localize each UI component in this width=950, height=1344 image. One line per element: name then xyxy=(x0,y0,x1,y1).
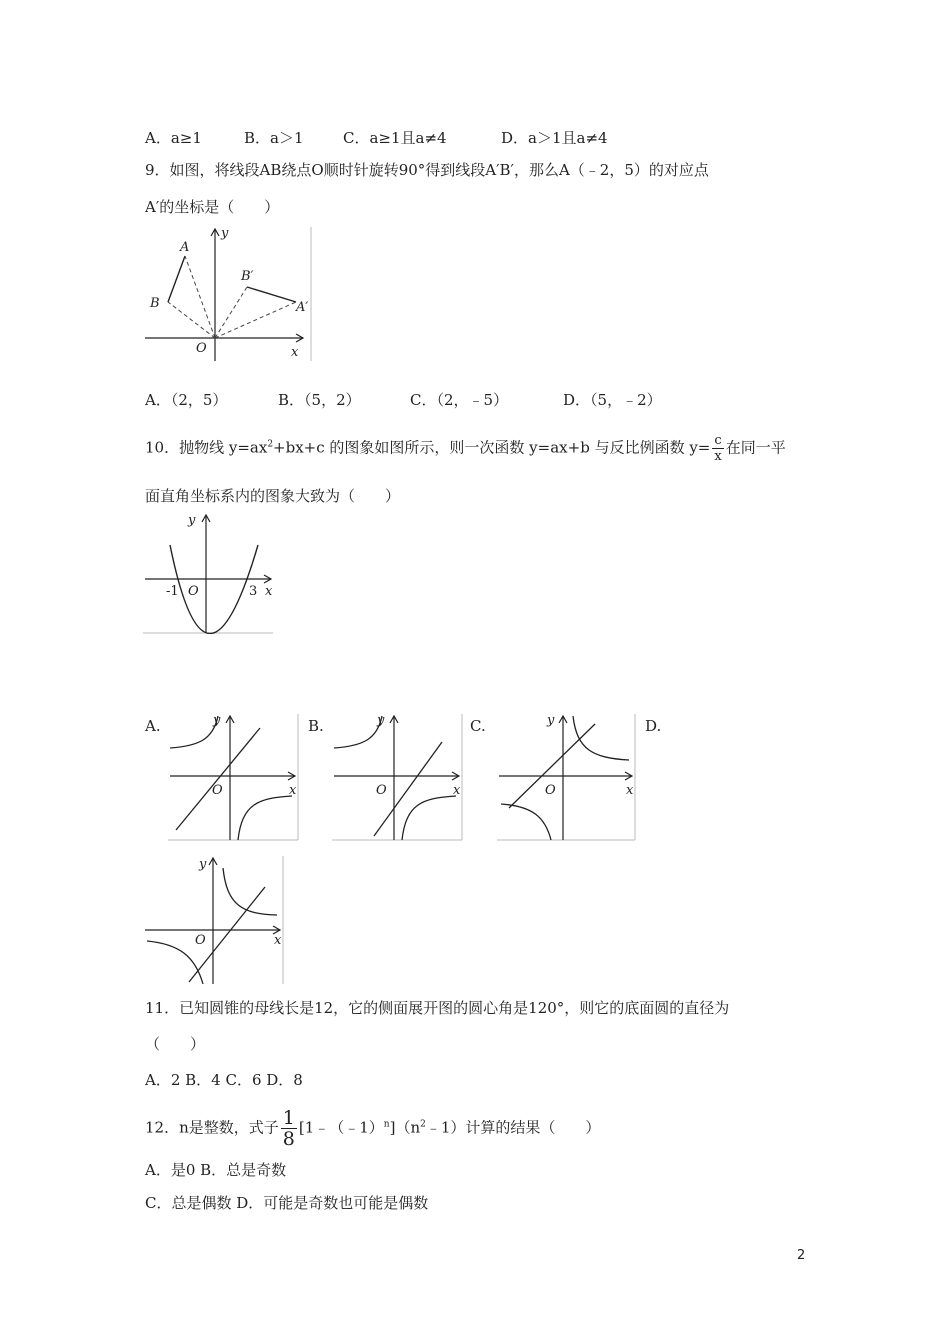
graph-b-label-y: y xyxy=(377,713,385,728)
q8-option-d: D．a＞1且a≠4 xyxy=(501,129,608,147)
q12-options-line1: A．是0 B．总是奇数 xyxy=(145,1161,287,1179)
q10-option-a-letter: A. xyxy=(145,717,161,735)
q10-label-3: 3 xyxy=(249,584,258,599)
graph-d-label-o: O xyxy=(195,933,206,948)
q11-stem-line2: （ ） xyxy=(145,1035,206,1053)
q11-options: A．2 B．4 C．6 D．8 xyxy=(145,1071,303,1089)
q9-label-b-prime: B′ xyxy=(241,269,254,284)
graph-d-label-y: y xyxy=(199,857,207,872)
graph-c-label-y: y xyxy=(547,713,555,728)
q11-stem-line1: 11．已知圆锥的母线长是12，它的侧面展开图的圆心角是120°，则它的底面圆的直径为 xyxy=(145,999,730,1017)
q9-label-y: y xyxy=(221,226,229,241)
q9-label-x: x xyxy=(291,345,299,360)
q8-option-b: B．a＞1 xyxy=(244,129,304,147)
q9-label-o: O xyxy=(196,341,207,356)
q9-label-a-prime: A′ xyxy=(296,300,309,315)
q10-option-d-letter: D. xyxy=(645,717,662,735)
q9-option-d: D．（5，﹣2） xyxy=(563,391,662,409)
q9-option-c: C．（2，﹣5） xyxy=(410,391,509,409)
graph-a-label-o: O xyxy=(212,783,223,798)
graph-a-label-x: x xyxy=(289,783,297,798)
q10-option-c-letter: C. xyxy=(470,717,486,735)
q12-options-line2: C．总是偶数 D．可能是奇数也可能是偶数 xyxy=(145,1194,429,1212)
q10-graph-d xyxy=(143,854,285,986)
graph-d-label-x: x xyxy=(274,933,282,948)
q10-option-b-letter: B. xyxy=(308,717,324,735)
q10-graph-a xyxy=(168,712,300,842)
q9-option-a: A．（2，5） xyxy=(145,391,228,409)
q10-graph-b xyxy=(332,712,464,842)
q10-fraction: $\frac{c}{x}$ xyxy=(714,433,722,464)
graph-b-label-o: O xyxy=(376,783,387,798)
q9-option-b: B．（5，2） xyxy=(278,391,361,409)
q12-stem: 12．n是整数，式子 $\frac{1}{8}$ $[1﹣(﹣1)^n](n^2﹣1)$计算的结果（ ） xyxy=(145,1107,601,1150)
q8-option-c: C．a≥1且a≠4 xyxy=(343,129,447,147)
q10-label-x: x xyxy=(265,584,273,599)
graph-c-label-o: O xyxy=(545,783,556,798)
q10-label-y: y xyxy=(188,513,196,528)
q12-fraction: $\frac{1}{8}$ xyxy=(282,1107,295,1150)
q10-stem-line2: 面直角坐标系内的图象大致为（ ） xyxy=(145,487,401,505)
graph-b-label-x: x xyxy=(453,783,461,798)
graph-c-label-x: x xyxy=(626,783,634,798)
q9-stem-line2: A′的坐标是（ ） xyxy=(145,198,280,216)
q8-option-a: A．a≥1 xyxy=(145,129,202,147)
q10-stem-line1: 10．抛物线 $y=ax^2+bx+c$ 的图象如图所示，则一次函数 y=ax+b 与反比例函数 y= $\frac{c}{x}$ 在同一平 xyxy=(145,433,786,464)
q10-label-o: O xyxy=(188,584,199,599)
page-number: 2 xyxy=(797,1248,806,1263)
q9-stem-line1: 9．如图，将线段AB绕点O顺时针旋转90°得到线段A′B′，那么A（﹣2，5）的对应点 xyxy=(145,161,709,179)
q9-label-a: A xyxy=(180,240,190,255)
q9-label-b: B xyxy=(150,296,160,311)
q10-parabola-figure xyxy=(143,512,275,634)
q9-figure xyxy=(143,225,315,363)
q10-graph-c xyxy=(497,712,637,842)
q10-label-neg1: -1 xyxy=(166,584,179,599)
graph-a-label-y: y xyxy=(213,713,221,728)
